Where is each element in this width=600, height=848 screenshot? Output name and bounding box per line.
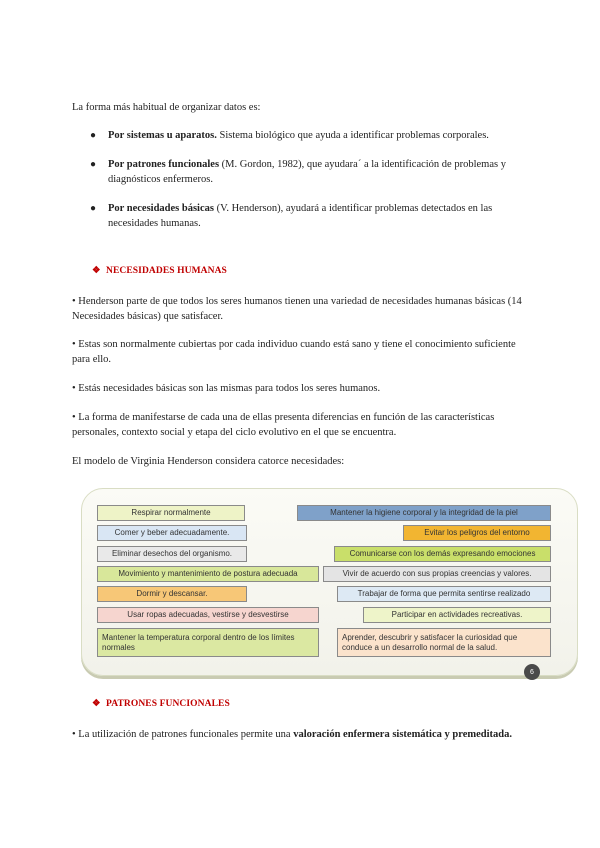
bullet-icon: ●	[90, 130, 97, 141]
need-box: Vivir de acuerdo con sus propias creencias y valores.	[323, 566, 551, 582]
section-heading-patterns	[92, 698, 230, 709]
intro-text: La forma más habitual de organizar datos es:	[72, 102, 261, 113]
list-item	[90, 201, 530, 231]
list-item-bold: Por necesidades básicas	[108, 203, 214, 214]
need-box: Respirar normalmente	[97, 505, 245, 521]
slide-number: 6	[524, 664, 540, 680]
list-item-bold: Por patrones funcionales	[108, 159, 220, 170]
bullet-icon: ●	[90, 159, 97, 170]
need-box: Mantener la higiene corporal y la integridad de la piel	[297, 505, 551, 521]
section-title: NECESIDADES HUMANAS	[106, 266, 227, 276]
need-box: Evitar los peligros del entorno	[403, 525, 551, 541]
diamond-bullet-icon: ❖	[92, 266, 101, 276]
need-box: Dormir y descansar.	[97, 586, 247, 602]
organization-list	[90, 128, 530, 245]
need-box: Aprender, descubrir y satisfacer la curiosidad que conduce a un desarrollo normal de la salud.	[337, 628, 551, 657]
need-box: Eliminar desechos del organismo.	[97, 546, 247, 562]
paragraph: • Estas son normalmente cubiertas por cada individuo cuando está sano y tiene el conocimiento suficiente para ello.	[72, 339, 516, 365]
list-item-bold: Por sistemas u aparatos.	[108, 130, 217, 141]
need-box: Movimiento y mantenimiento de postura adecuada	[97, 566, 319, 582]
paragraph: El modelo de Virginia Henderson considera catorce necesidades:	[72, 456, 345, 467]
need-box: Mantener la temperatura corporal dentro de los límites normales	[97, 628, 319, 657]
list-item-text: (V. Henderson), ayudará a identificar problemas detectados en las necesidades humanas.	[108, 203, 493, 229]
need-box: Usar ropas adecuadas, vestirse y desvestirse	[97, 607, 319, 623]
list-item	[90, 128, 530, 143]
diamond-bullet-icon: ❖	[92, 699, 101, 709]
section-heading-needs	[92, 265, 227, 276]
paragraph-text: • La utilización de patrones funcionales permite una	[72, 729, 294, 740]
need-box: Participar en actividades recreativas.	[363, 607, 551, 623]
need-box: Comunicarse con los demás expresando emociones	[334, 546, 551, 562]
list-item	[90, 157, 530, 187]
need-box: Trabajar de forma que permita sentirse realizado	[337, 586, 551, 602]
list-item-text: (M. Gordon, 1982), que ayudara´ a la identificación de problemas y diagnósticos enfermeros.	[108, 159, 506, 185]
bullet-icon: ●	[90, 203, 97, 214]
need-box: Comer y beber adecuadamente.	[97, 525, 247, 541]
section-title: PATRONES FUNCIONALES	[106, 699, 230, 709]
paragraph: • La forma de manifestarse de cada una de ellas presenta diferencias en función de las características personales, contexto social y etapa del ciclo evolutivo en el que se encuentra.	[72, 412, 495, 438]
paragraph: • Estás necesidades básicas son las mismas para todos los seres humanos.	[72, 383, 381, 394]
paragraph-functional-patterns	[72, 727, 532, 742]
list-item-text: Sistema biológico que ayuda a identificar problemas corporales.	[216, 130, 489, 141]
paragraph: • Henderson parte de que todos los seres humanos tienen una variedad de necesidades humanas básicas (14 Necesidades básicas) que satisfacer.	[72, 296, 522, 322]
paragraph-bold: valoración enfermera sistemática y premeditada.	[293, 729, 512, 740]
